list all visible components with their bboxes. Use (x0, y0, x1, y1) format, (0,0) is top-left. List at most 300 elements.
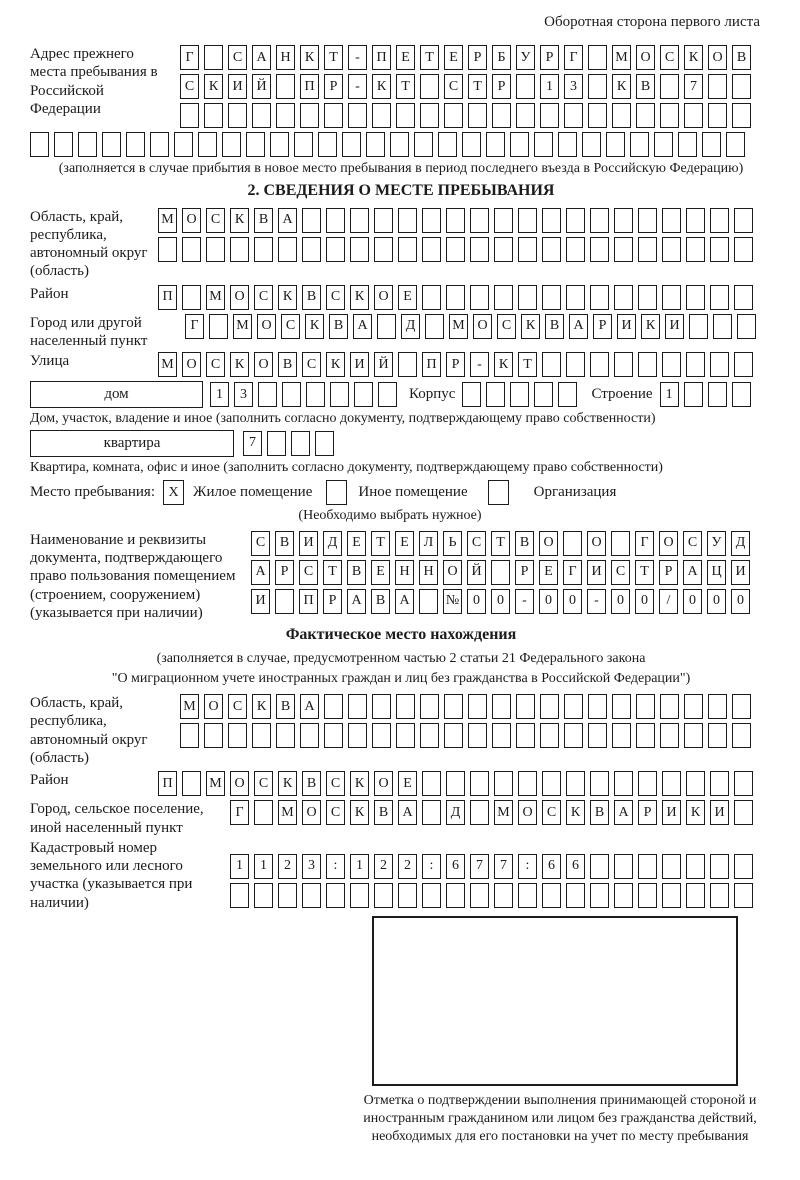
char-cell[interactable]: М (612, 45, 631, 70)
char-cell[interactable]: М (449, 314, 468, 339)
char-cell[interactable]: П (422, 352, 441, 377)
char-cell[interactable] (102, 132, 121, 157)
char-cell[interactable]: К (641, 314, 660, 339)
char-cell[interactable]: А (251, 560, 270, 585)
char-cell[interactable] (342, 132, 361, 157)
char-cell[interactable]: Т (371, 531, 390, 556)
char-cell[interactable] (422, 883, 441, 908)
char-cell[interactable] (204, 45, 223, 70)
char-cell[interactable] (468, 723, 487, 748)
char-cell[interactable] (372, 723, 391, 748)
char-cell[interactable] (278, 883, 297, 908)
char-cell[interactable] (420, 74, 439, 99)
char-cell[interactable]: К (350, 800, 369, 825)
char-cell[interactable]: 0 (539, 589, 558, 614)
char-cell[interactable] (198, 132, 217, 157)
char-cell[interactable] (222, 132, 241, 157)
char-cell[interactable] (516, 74, 535, 99)
char-cell[interactable]: Д (446, 800, 465, 825)
char-cell[interactable] (390, 132, 409, 157)
char-cell[interactable] (494, 883, 513, 908)
char-cell[interactable] (446, 208, 465, 233)
char-cell[interactable]: О (182, 208, 201, 233)
char-cell[interactable]: Р (593, 314, 612, 339)
char-cell[interactable] (419, 589, 438, 614)
char-cell[interactable] (534, 382, 553, 407)
char-cell[interactable] (374, 237, 393, 262)
char-cell[interactable] (590, 883, 609, 908)
char-cell[interactable] (678, 132, 697, 157)
char-cell[interactable]: О (182, 352, 201, 377)
char-cell[interactable]: Н (395, 560, 414, 585)
char-cell[interactable] (54, 132, 73, 157)
char-cell[interactable] (492, 694, 511, 719)
char-cell[interactable]: А (614, 800, 633, 825)
char-cell[interactable]: 2 (374, 854, 393, 879)
char-cell[interactable] (590, 854, 609, 879)
char-cell[interactable] (713, 314, 732, 339)
char-cell[interactable] (710, 208, 729, 233)
char-cell[interactable] (350, 208, 369, 233)
char-cell[interactable] (302, 883, 321, 908)
char-cell[interactable]: А (569, 314, 588, 339)
char-cell[interactable] (446, 237, 465, 262)
char-cell[interactable] (470, 771, 489, 796)
char-cell[interactable] (182, 285, 201, 310)
char-cell[interactable]: 1 (254, 854, 273, 879)
char-cell[interactable]: Е (539, 560, 558, 585)
char-cell[interactable]: Т (324, 45, 343, 70)
char-cell[interactable] (372, 694, 391, 719)
char-cell[interactable] (732, 382, 751, 407)
char-cell[interactable]: И (228, 74, 247, 99)
char-cell[interactable] (324, 723, 343, 748)
char-cell[interactable] (734, 352, 753, 377)
char-cell[interactable] (492, 103, 511, 128)
char-cell[interactable]: О (636, 45, 655, 70)
char-cell[interactable]: Т (491, 531, 510, 556)
char-cell[interactable] (638, 285, 657, 310)
char-cell[interactable]: П (158, 771, 177, 796)
char-cell[interactable] (326, 883, 345, 908)
char-cell[interactable]: : (326, 854, 345, 879)
char-cell[interactable]: О (374, 285, 393, 310)
char-cell[interactable]: С (611, 560, 630, 585)
char-cell[interactable] (252, 723, 271, 748)
char-cell[interactable]: С (302, 352, 321, 377)
char-cell[interactable] (540, 723, 559, 748)
char-cell[interactable] (662, 237, 681, 262)
char-cell[interactable]: - (515, 589, 534, 614)
char-cell[interactable] (366, 132, 385, 157)
char-cell[interactable]: О (539, 531, 558, 556)
char-cell[interactable]: У (707, 531, 726, 556)
char-cell[interactable]: А (353, 314, 372, 339)
char-cell[interactable] (282, 382, 301, 407)
char-cell[interactable]: О (204, 694, 223, 719)
char-cell[interactable] (378, 382, 397, 407)
char-cell[interactable]: С (254, 771, 273, 796)
char-cell[interactable]: Е (347, 531, 366, 556)
char-cell[interactable] (638, 854, 657, 879)
char-cell[interactable] (291, 431, 310, 456)
char-cell[interactable] (662, 771, 681, 796)
char-cell[interactable]: Г (180, 45, 199, 70)
char-cell[interactable]: А (347, 589, 366, 614)
char-cell[interactable] (422, 285, 441, 310)
char-cell[interactable]: О (374, 771, 393, 796)
char-cell[interactable]: О (587, 531, 606, 556)
char-cell[interactable]: С (444, 74, 463, 99)
char-cell[interactable]: И (350, 352, 369, 377)
char-cell[interactable]: М (233, 314, 252, 339)
char-cell[interactable]: О (254, 352, 273, 377)
char-cell[interactable] (470, 237, 489, 262)
char-cell[interactable]: К (204, 74, 223, 99)
char-cell[interactable] (734, 208, 753, 233)
char-cell[interactable] (425, 314, 444, 339)
char-cell[interactable]: Е (395, 531, 414, 556)
char-cell[interactable]: 0 (611, 589, 630, 614)
char-cell[interactable] (326, 237, 345, 262)
char-cell[interactable]: Т (396, 74, 415, 99)
char-cell[interactable]: К (686, 800, 705, 825)
char-cell[interactable]: О (257, 314, 276, 339)
char-cell[interactable]: В (302, 771, 321, 796)
char-cell[interactable]: С (467, 531, 486, 556)
char-cell[interactable]: О (659, 531, 678, 556)
char-cell[interactable] (180, 103, 199, 128)
char-cell[interactable] (732, 74, 751, 99)
char-cell[interactable]: Р (492, 74, 511, 99)
char-cell[interactable] (470, 883, 489, 908)
char-cell[interactable] (689, 314, 708, 339)
char-cell[interactable] (686, 771, 705, 796)
char-cell[interactable]: Р (275, 560, 294, 585)
char-cell[interactable] (710, 854, 729, 879)
char-cell[interactable]: 3 (302, 854, 321, 879)
char-cell[interactable] (588, 723, 607, 748)
char-cell[interactable]: М (278, 800, 297, 825)
char-cell[interactable]: Т (420, 45, 439, 70)
char-cell[interactable] (444, 103, 463, 128)
char-cell[interactable] (254, 800, 273, 825)
char-cell[interactable] (614, 352, 633, 377)
char-cell[interactable] (708, 74, 727, 99)
char-cell[interactable]: Й (374, 352, 393, 377)
char-cell[interactable]: К (230, 352, 249, 377)
char-cell[interactable]: К (305, 314, 324, 339)
char-cell[interactable] (348, 694, 367, 719)
char-cell[interactable] (686, 352, 705, 377)
char-cell[interactable]: К (494, 352, 513, 377)
char-cell[interactable]: Т (468, 74, 487, 99)
char-cell[interactable] (446, 771, 465, 796)
char-cell[interactable] (702, 132, 721, 157)
char-cell[interactable] (180, 723, 199, 748)
char-cell[interactable]: 0 (491, 589, 510, 614)
char-cell[interactable]: Т (635, 560, 654, 585)
char-cell[interactable] (396, 694, 415, 719)
char-cell[interactable] (540, 694, 559, 719)
char-cell[interactable]: Ц (707, 560, 726, 585)
char-cell[interactable]: Р (323, 589, 342, 614)
char-cell[interactable]: С (251, 531, 270, 556)
char-cell[interactable] (315, 431, 334, 456)
char-cell[interactable]: Д (401, 314, 420, 339)
char-cell[interactable]: Г (563, 560, 582, 585)
char-cell[interactable] (708, 382, 727, 407)
char-cell[interactable] (438, 132, 457, 157)
char-cell[interactable] (660, 723, 679, 748)
char-cell[interactable]: С (228, 694, 247, 719)
char-cell[interactable] (518, 771, 537, 796)
char-cell[interactable] (566, 237, 585, 262)
char-cell[interactable]: 7 (243, 431, 262, 456)
char-cell[interactable] (516, 103, 535, 128)
char-cell[interactable] (444, 694, 463, 719)
char-cell[interactable]: - (470, 352, 489, 377)
char-cell[interactable] (684, 103, 703, 128)
char-cell[interactable]: К (612, 74, 631, 99)
char-cell[interactable] (326, 208, 345, 233)
char-cell[interactable] (398, 352, 417, 377)
checkbox-zhiloe[interactable]: X (163, 480, 184, 505)
char-cell[interactable]: И (299, 531, 318, 556)
char-cell[interactable]: - (348, 45, 367, 70)
char-cell[interactable]: М (494, 800, 513, 825)
char-cell[interactable]: Б (492, 45, 511, 70)
char-cell[interactable]: Е (398, 771, 417, 796)
char-cell[interactable] (446, 285, 465, 310)
char-cell[interactable] (606, 132, 625, 157)
char-cell[interactable] (636, 694, 655, 719)
char-cell[interactable]: М (158, 208, 177, 233)
char-cell[interactable]: 1 (540, 74, 559, 99)
char-cell[interactable]: П (372, 45, 391, 70)
char-cell[interactable] (660, 694, 679, 719)
char-cell[interactable]: 6 (566, 854, 585, 879)
char-cell[interactable] (590, 771, 609, 796)
char-cell[interactable]: В (276, 694, 295, 719)
char-cell[interactable] (566, 208, 585, 233)
char-cell[interactable]: Р (638, 800, 657, 825)
char-cell[interactable]: С (254, 285, 273, 310)
char-cell[interactable] (330, 382, 349, 407)
char-cell[interactable] (542, 771, 561, 796)
apartment-type-box[interactable]: квартира (30, 430, 234, 457)
char-cell[interactable]: М (180, 694, 199, 719)
char-cell[interactable] (558, 132, 577, 157)
char-cell[interactable] (684, 694, 703, 719)
char-cell[interactable]: К (350, 285, 369, 310)
char-cell[interactable] (684, 723, 703, 748)
char-cell[interactable]: 0 (467, 589, 486, 614)
char-cell[interactable] (588, 45, 607, 70)
char-cell[interactable]: М (206, 285, 225, 310)
char-cell[interactable]: К (372, 74, 391, 99)
char-cell[interactable]: Д (731, 531, 750, 556)
char-cell[interactable] (732, 103, 751, 128)
char-cell[interactable] (276, 74, 295, 99)
char-cell[interactable]: С (299, 560, 318, 585)
char-cell[interactable]: М (158, 352, 177, 377)
char-cell[interactable] (446, 883, 465, 908)
char-cell[interactable] (636, 103, 655, 128)
char-cell[interactable] (182, 237, 201, 262)
char-cell[interactable] (78, 132, 97, 157)
char-cell[interactable] (420, 103, 439, 128)
char-cell[interactable] (206, 237, 225, 262)
char-cell[interactable] (486, 382, 505, 407)
char-cell[interactable]: - (587, 589, 606, 614)
char-cell[interactable] (566, 883, 585, 908)
char-cell[interactable]: А (278, 208, 297, 233)
char-cell[interactable] (660, 103, 679, 128)
char-cell[interactable]: 1 (350, 854, 369, 879)
char-cell[interactable] (422, 208, 441, 233)
char-cell[interactable] (708, 694, 727, 719)
char-cell[interactable] (518, 285, 537, 310)
char-cell[interactable] (254, 237, 273, 262)
char-cell[interactable] (276, 103, 295, 128)
house-type-box[interactable]: дом (30, 381, 203, 408)
char-cell[interactable] (294, 132, 313, 157)
char-cell[interactable]: К (278, 771, 297, 796)
char-cell[interactable]: В (590, 800, 609, 825)
char-cell[interactable] (494, 237, 513, 262)
char-cell[interactable]: 7 (494, 854, 513, 879)
char-cell[interactable]: Р (446, 352, 465, 377)
char-cell[interactable]: С (660, 45, 679, 70)
char-cell[interactable] (398, 208, 417, 233)
char-cell[interactable] (564, 103, 583, 128)
char-cell[interactable] (468, 103, 487, 128)
char-cell[interactable] (377, 314, 396, 339)
char-cell[interactable] (582, 132, 601, 157)
char-cell[interactable]: Р (324, 74, 343, 99)
char-cell[interactable] (230, 237, 249, 262)
char-cell[interactable]: Г (185, 314, 204, 339)
char-cell[interactable] (228, 103, 247, 128)
char-cell[interactable]: С (326, 771, 345, 796)
char-cell[interactable] (732, 694, 751, 719)
char-cell[interactable] (566, 352, 585, 377)
char-cell[interactable]: А (252, 45, 271, 70)
char-cell[interactable] (566, 285, 585, 310)
char-cell[interactable]: / (659, 589, 678, 614)
char-cell[interactable] (230, 883, 249, 908)
char-cell[interactable]: О (443, 560, 462, 585)
char-cell[interactable] (350, 883, 369, 908)
char-cell[interactable] (318, 132, 337, 157)
char-cell[interactable] (350, 237, 369, 262)
char-cell[interactable] (564, 723, 583, 748)
char-cell[interactable] (324, 103, 343, 128)
char-cell[interactable]: И (662, 800, 681, 825)
char-cell[interactable]: С (326, 285, 345, 310)
char-cell[interactable]: Ь (443, 531, 462, 556)
char-cell[interactable] (270, 132, 289, 157)
char-cell[interactable] (396, 723, 415, 748)
char-cell[interactable] (542, 883, 561, 908)
char-cell[interactable]: В (275, 531, 294, 556)
char-cell[interactable]: 2 (278, 854, 297, 879)
char-cell[interactable] (612, 103, 631, 128)
char-cell[interactable]: Н (276, 45, 295, 70)
char-cell[interactable] (588, 103, 607, 128)
char-cell[interactable] (494, 208, 513, 233)
char-cell[interactable] (662, 208, 681, 233)
char-cell[interactable] (726, 132, 745, 157)
char-cell[interactable] (534, 132, 553, 157)
char-cell[interactable]: 7 (684, 74, 703, 99)
char-cell[interactable] (422, 771, 441, 796)
char-cell[interactable] (300, 103, 319, 128)
char-cell[interactable]: О (708, 45, 727, 70)
char-cell[interactable] (470, 208, 489, 233)
char-cell[interactable] (638, 771, 657, 796)
char-cell[interactable] (414, 132, 433, 157)
char-cell[interactable] (444, 723, 463, 748)
checkbox-organizaciya[interactable] (488, 480, 509, 505)
char-cell[interactable] (612, 723, 631, 748)
char-cell[interactable]: С (281, 314, 300, 339)
char-cell[interactable] (246, 132, 265, 157)
char-cell[interactable] (275, 589, 294, 614)
char-cell[interactable]: 3 (564, 74, 583, 99)
char-cell[interactable] (684, 382, 703, 407)
char-cell[interactable] (306, 382, 325, 407)
char-cell[interactable] (662, 854, 681, 879)
char-cell[interactable]: В (374, 800, 393, 825)
char-cell[interactable]: П (300, 74, 319, 99)
char-cell[interactable] (708, 723, 727, 748)
char-cell[interactable] (374, 208, 393, 233)
char-cell[interactable] (486, 132, 505, 157)
char-cell[interactable]: 1 (660, 382, 679, 407)
char-cell[interactable] (518, 883, 537, 908)
char-cell[interactable] (732, 723, 751, 748)
char-cell[interactable]: Н (419, 560, 438, 585)
char-cell[interactable] (396, 103, 415, 128)
char-cell[interactable]: Г (635, 531, 654, 556)
char-cell[interactable] (590, 208, 609, 233)
char-cell[interactable] (126, 132, 145, 157)
char-cell[interactable] (462, 382, 481, 407)
char-cell[interactable]: В (278, 352, 297, 377)
char-cell[interactable] (614, 883, 633, 908)
char-cell[interactable]: 0 (563, 589, 582, 614)
char-cell[interactable]: Р (659, 560, 678, 585)
char-cell[interactable]: 6 (542, 854, 561, 879)
char-cell[interactable]: Й (252, 74, 271, 99)
char-cell[interactable] (470, 800, 489, 825)
char-cell[interactable]: У (516, 45, 535, 70)
char-cell[interactable]: К (521, 314, 540, 339)
char-cell[interactable] (492, 723, 511, 748)
char-cell[interactable] (491, 560, 510, 585)
char-cell[interactable] (662, 883, 681, 908)
char-cell[interactable] (638, 237, 657, 262)
char-cell[interactable] (590, 237, 609, 262)
char-cell[interactable]: К (684, 45, 703, 70)
char-cell[interactable] (564, 694, 583, 719)
char-cell[interactable] (354, 382, 373, 407)
char-cell[interactable] (734, 285, 753, 310)
char-cell[interactable]: Е (396, 45, 415, 70)
char-cell[interactable] (614, 208, 633, 233)
